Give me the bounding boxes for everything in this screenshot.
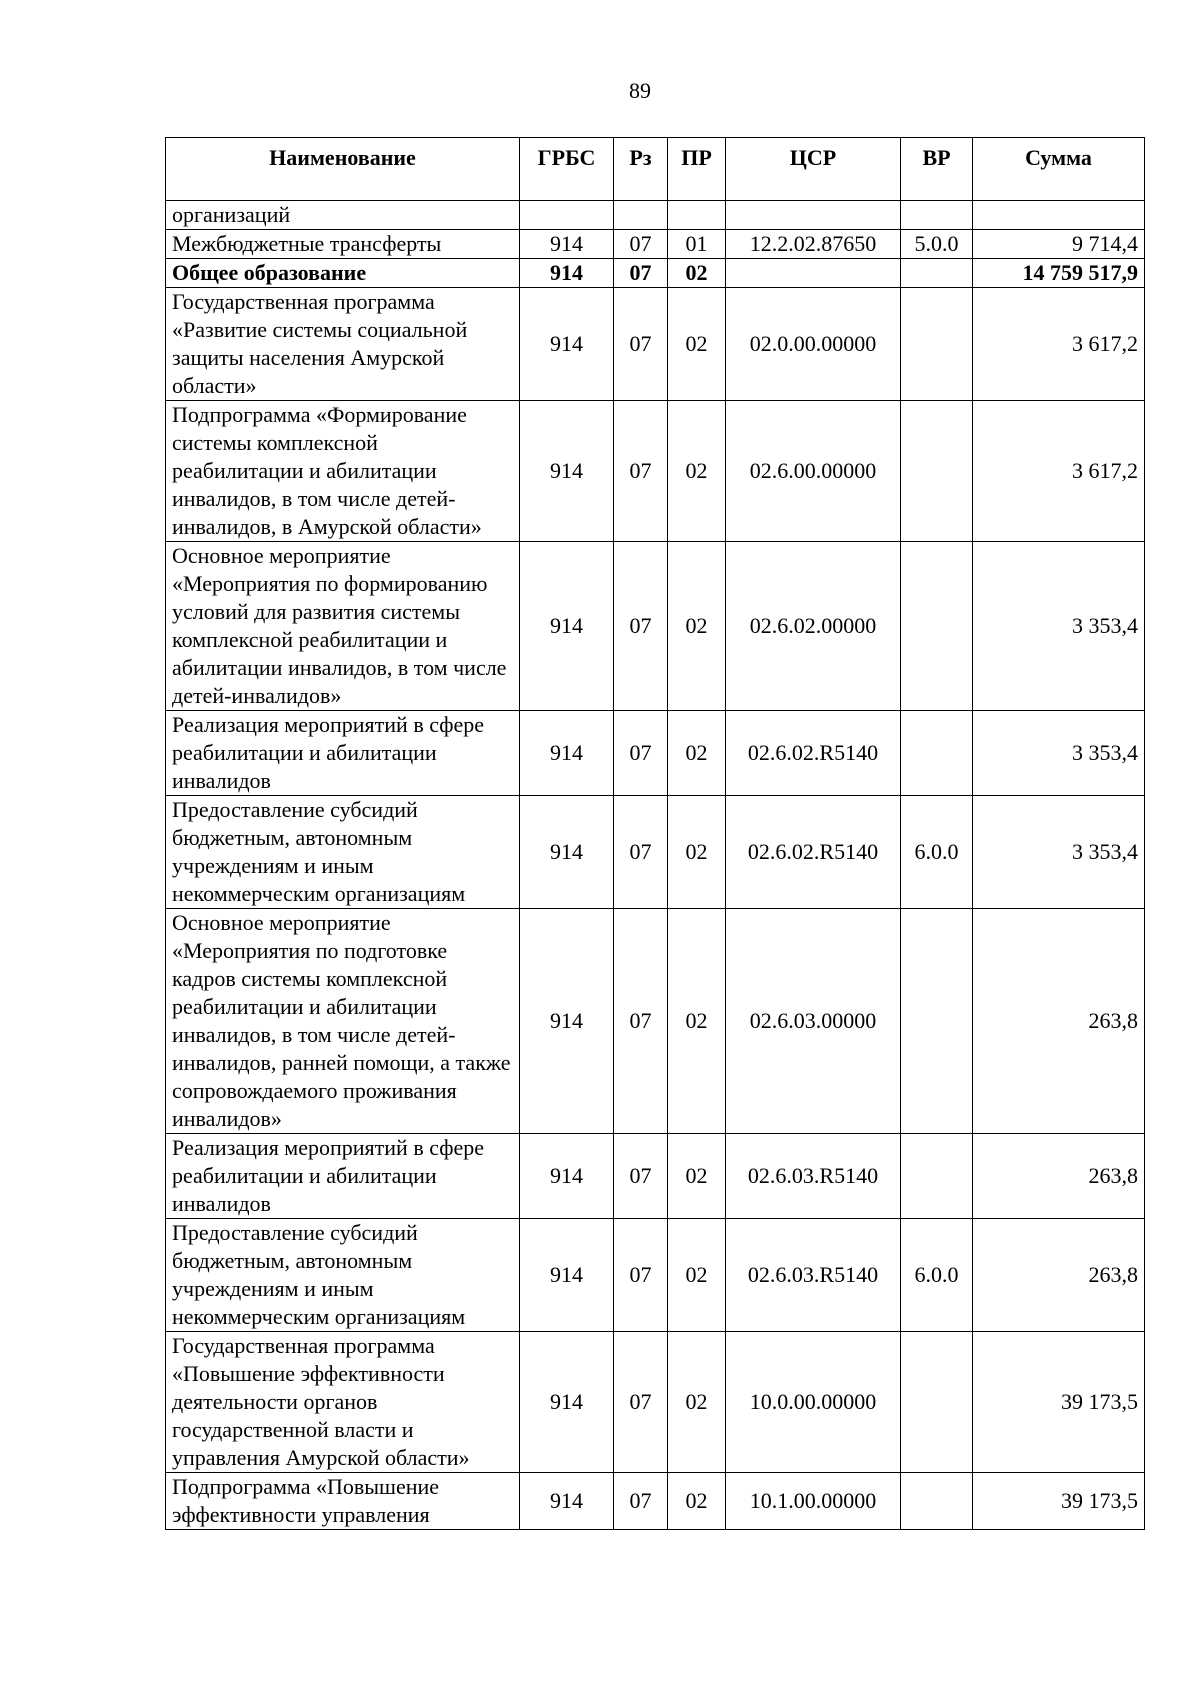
- cell-rz: 07: [614, 909, 668, 1134]
- cell-name: Основное мероприятие «Мероприятия по подготовке кадров системы комплексной реабилитации и абилитации инвалидов, в том числе детей-инвалидов, ранней помощи, а также сопровождаемого проживания инвалидов»: [166, 909, 520, 1134]
- cell-name: организаций: [166, 201, 520, 230]
- cell-sum: 3 353,4: [973, 796, 1145, 909]
- header-vr: ВР: [901, 138, 973, 201]
- cell-grbs: 914: [520, 230, 614, 259]
- header-csr: ЦСР: [726, 138, 901, 201]
- cell-pr: 02: [668, 1332, 726, 1473]
- cell-vr: [901, 542, 973, 711]
- cell-pr: 02: [668, 288, 726, 401]
- cell-sum: 3 353,4: [973, 711, 1145, 796]
- cell-rz: 07: [614, 259, 668, 288]
- cell-name: Межбюджетные трансферты: [166, 230, 520, 259]
- cell-pr: 02: [668, 1219, 726, 1332]
- cell-pr: 02: [668, 259, 726, 288]
- cell-rz: 07: [614, 288, 668, 401]
- cell-rz: 07: [614, 1473, 668, 1530]
- cell-grbs: 914: [520, 1332, 614, 1473]
- cell-rz: 07: [614, 1332, 668, 1473]
- cell-grbs: 914: [520, 909, 614, 1134]
- cell-vr: [901, 909, 973, 1134]
- cell-pr: 02: [668, 796, 726, 909]
- cell-rz: 07: [614, 1134, 668, 1219]
- cell-rz: 07: [614, 542, 668, 711]
- table-row: [166, 1219, 1145, 1332]
- table-row: [166, 542, 1145, 711]
- cell-rz: 07: [614, 711, 668, 796]
- cell-name: Государственная программа «Развитие системы социальной защиты населения Амурской области»: [166, 288, 520, 401]
- cell-vr: [901, 401, 973, 542]
- cell-csr: 10.1.00.00000: [726, 1473, 901, 1530]
- header-sum: Сумма: [973, 138, 1145, 201]
- cell-vr: [901, 1134, 973, 1219]
- cell-sum: 9 714,4: [973, 230, 1145, 259]
- table-row: [166, 259, 1145, 288]
- table-row: [166, 796, 1145, 909]
- cell-sum: 39 173,5: [973, 1332, 1145, 1473]
- cell-name: Подпрограмма «Формирование системы комплексной реабилитации и абилитации инвалидов, в том числе детей-инвалидов, в Амурской области»: [166, 401, 520, 542]
- cell-pr: 02: [668, 401, 726, 542]
- cell-name: Основное мероприятие «Мероприятия по формированию условий для развития системы комплексной реабилитации и абилитации инвалидов, в том числе детей-инвалидов»: [166, 542, 520, 711]
- cell-vr: 5.0.0: [901, 230, 973, 259]
- table-row: [166, 230, 1145, 259]
- cell-rz: 07: [614, 1219, 668, 1332]
- budget-table: [165, 137, 1145, 1530]
- cell-vr: [901, 1332, 973, 1473]
- cell-pr: [668, 201, 726, 230]
- cell-vr: 6.0.0: [901, 796, 973, 909]
- cell-rz: 07: [614, 230, 668, 259]
- cell-csr: [726, 259, 901, 288]
- cell-vr: [901, 201, 973, 230]
- header-pr: ПР: [668, 138, 726, 201]
- cell-grbs: 914: [520, 288, 614, 401]
- cell-sum: 3 353,4: [973, 542, 1145, 711]
- cell-name: Общее образование: [166, 259, 520, 288]
- cell-csr: 02.6.02.00000: [726, 542, 901, 711]
- cell-name: Реализация мероприятий в сфере реабилитации и абилитации инвалидов: [166, 1134, 520, 1219]
- cell-grbs: 914: [520, 796, 614, 909]
- header-grbs: ГРБС: [520, 138, 614, 201]
- table-header-row: [166, 138, 1145, 201]
- cell-grbs: 914: [520, 1219, 614, 1332]
- cell-pr: 02: [668, 1134, 726, 1219]
- cell-sum: 14 759 517,9: [973, 259, 1145, 288]
- cell-sum: [973, 201, 1145, 230]
- table-row: [166, 1134, 1145, 1219]
- cell-pr: 02: [668, 1473, 726, 1530]
- cell-pr: 02: [668, 542, 726, 711]
- page-number: 89: [629, 78, 651, 103]
- cell-vr: [901, 711, 973, 796]
- cell-vr: [901, 259, 973, 288]
- cell-pr: 02: [668, 711, 726, 796]
- cell-csr: 12.2.02.87650: [726, 230, 901, 259]
- cell-csr: 02.6.03.00000: [726, 909, 901, 1134]
- cell-name: Реализация мероприятий в сфере реабилитации и абилитации инвалидов: [166, 711, 520, 796]
- cell-sum: 3 617,2: [973, 288, 1145, 401]
- cell-grbs: 914: [520, 711, 614, 796]
- cell-csr: [726, 201, 901, 230]
- cell-csr: 10.0.00.00000: [726, 1332, 901, 1473]
- cell-grbs: 914: [520, 542, 614, 711]
- header-rz: Рз: [614, 138, 668, 201]
- cell-vr: [901, 288, 973, 401]
- cell-grbs: 914: [520, 401, 614, 542]
- table-row: [166, 401, 1145, 542]
- table-row: [166, 288, 1145, 401]
- cell-csr: 02.0.00.00000: [726, 288, 901, 401]
- cell-csr: 02.6.03.R5140: [726, 1134, 901, 1219]
- cell-csr: 02.6.02.R5140: [726, 711, 901, 796]
- cell-pr: 01: [668, 230, 726, 259]
- cell-sum: 39 173,5: [973, 1473, 1145, 1530]
- cell-rz: [614, 201, 668, 230]
- cell-csr: 02.6.00.00000: [726, 401, 901, 542]
- cell-sum: 3 617,2: [973, 401, 1145, 542]
- cell-rz: 07: [614, 401, 668, 542]
- cell-csr: 02.6.02.R5140: [726, 796, 901, 909]
- header-name: Наименование: [166, 138, 520, 201]
- cell-vr: 6.0.0: [901, 1219, 973, 1332]
- cell-name: Предоставление субсидий бюджетным, автономным учреждениям и иным некоммерческим организациям: [166, 1219, 520, 1332]
- cell-name: Предоставление субсидий бюджетным, автономным учреждениям и иным некоммерческим организациям: [166, 796, 520, 909]
- cell-grbs: [520, 201, 614, 230]
- cell-name: Подпрограмма «Повышение эффективности управления: [166, 1473, 520, 1530]
- table-row: [166, 201, 1145, 230]
- table-row: [166, 1332, 1145, 1473]
- cell-sum: 263,8: [973, 1134, 1145, 1219]
- cell-grbs: 914: [520, 1134, 614, 1219]
- cell-rz: 07: [614, 796, 668, 909]
- cell-grbs: 914: [520, 1473, 614, 1530]
- table-row: [166, 1473, 1145, 1530]
- table-row: [166, 711, 1145, 796]
- table-row: [166, 909, 1145, 1134]
- cell-grbs: 914: [520, 259, 614, 288]
- cell-sum: 263,8: [973, 1219, 1145, 1332]
- cell-vr: [901, 1473, 973, 1530]
- cell-sum: 263,8: [973, 909, 1145, 1134]
- cell-pr: 02: [668, 909, 726, 1134]
- cell-name: Государственная программа «Повышение эффективности деятельности органов государственной власти и управления Амурской области»: [166, 1332, 520, 1473]
- cell-csr: 02.6.03.R5140: [726, 1219, 901, 1332]
